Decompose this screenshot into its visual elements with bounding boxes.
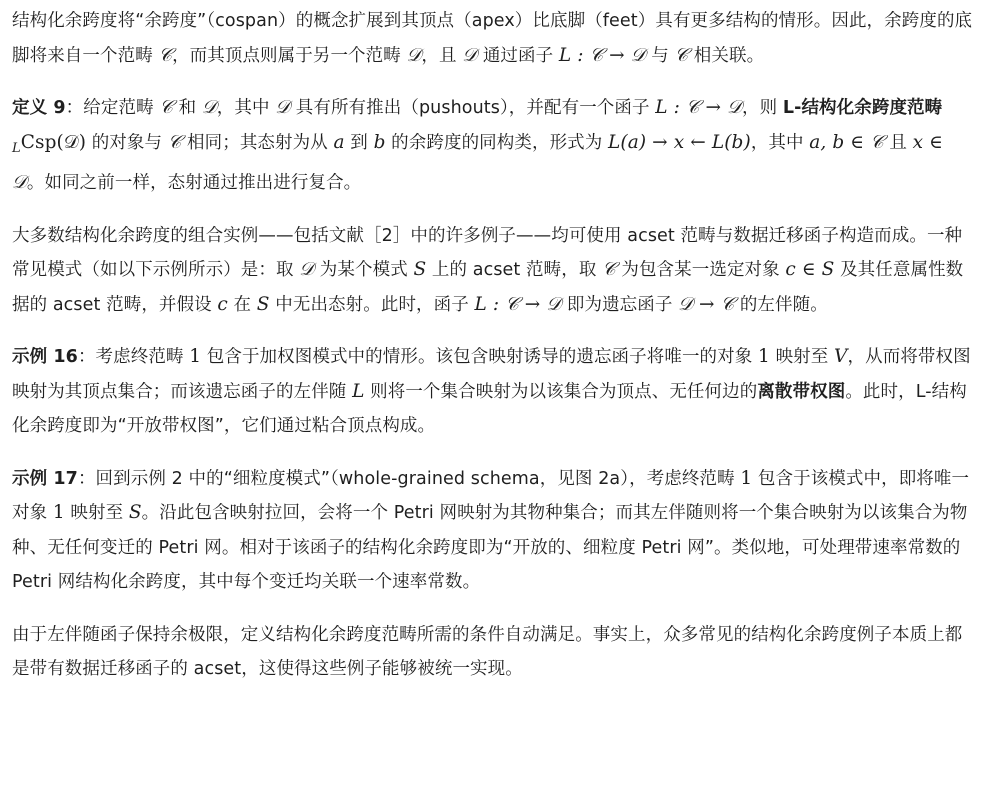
text: ，从而将带权图映射为其顶点集合；而该遗忘函子的左伴随 bbox=[12, 347, 971, 402]
text: 到 bbox=[344, 132, 374, 153]
text: ，且 bbox=[421, 45, 463, 66]
math-S: S bbox=[413, 259, 427, 280]
text: 。如同之前一样，态射通过推出进行复合。 bbox=[26, 173, 362, 193]
text: 则将一个集合映射为以该集合为顶点、无任何边的 bbox=[364, 381, 758, 402]
math-one: 1 bbox=[758, 346, 770, 367]
math-functor: L : 𝒞 → 𝒟 bbox=[655, 97, 742, 118]
math-csp: Csp(𝒟) bbox=[20, 131, 87, 153]
math-D: 𝒟 bbox=[462, 44, 478, 66]
math-S: S bbox=[256, 293, 270, 315]
text: ，而其顶点则属于另一个范畴 bbox=[172, 45, 407, 66]
text: 的对象与 bbox=[86, 132, 168, 153]
bold-term: L-结构化余跨度范畴 bbox=[782, 98, 943, 118]
text: 由于左伴随函子保持余极限，定义结构化余跨度范畴所需的条件自动满足。事实上，众多常见的结构化余跨度例子本质上都是带有数据迁移函子的 acset，这使得这些例子能够被统一实现。 bbox=[12, 624, 963, 679]
text: 通过函子 bbox=[477, 45, 559, 66]
text: ：给定范畴 bbox=[65, 98, 160, 118]
text: ：回到示例 2 中的“细粒度模式”（whole-grained schema，见图 2a），考虑终范畴 bbox=[77, 468, 741, 489]
text: 大多数结构化余跨度的组合实例——包括文献［2］中的许多例子——均可使用 acset 范畴与数据迁移函子构造而成。一种常见模式（如以下示例所示）是：取 bbox=[12, 225, 963, 280]
paragraph-definition-9 bbox=[12, 91, 978, 201]
text: 具有所有推出（pushouts），并配有一个函子 bbox=[290, 98, 656, 118]
text: ，其中 bbox=[216, 98, 276, 118]
math-one: 1 bbox=[52, 502, 65, 523]
text: 映射至 bbox=[769, 347, 835, 367]
math-one: 1 bbox=[189, 346, 202, 367]
math-a: a bbox=[333, 131, 345, 153]
math-C: 𝒞 bbox=[159, 97, 173, 118]
text: 和 bbox=[172, 98, 202, 118]
math-L: L bbox=[352, 380, 365, 402]
text: ，其中 bbox=[750, 132, 810, 153]
paragraph-acset-pattern bbox=[12, 219, 978, 323]
text: 与 bbox=[645, 45, 675, 66]
math-D: 𝒟 bbox=[299, 259, 315, 280]
text: 结构化余跨度将“余跨度”（cospan）的概念扩展到其顶点（apex）比底脚（feet）具有更多结构的情形。因此，余跨度的底脚将来自一个范畴 bbox=[12, 11, 973, 66]
text: 相同；其态射为从 bbox=[181, 132, 334, 153]
math-x-in-D: x ∈ 𝒟 bbox=[12, 131, 943, 193]
text: 包含于加权图模式中的情形。该包含映射诱导的遗忘函子将唯一的对象 bbox=[201, 347, 759, 367]
math-C: 𝒞 bbox=[167, 131, 182, 153]
math-C: 𝒞 bbox=[602, 259, 616, 280]
math-functor: L : 𝒞 → 𝒟 bbox=[474, 293, 562, 315]
text: 上的 acset 范畴，取 bbox=[426, 260, 603, 280]
text: 映射至 bbox=[64, 503, 129, 523]
text: 的余跨度的同构类，形式为 bbox=[385, 132, 609, 153]
math-D: 𝒟 bbox=[275, 97, 291, 118]
text: 。此时，L-结构化余跨度即为“开放带权图”，它们通过粘合顶点构成。 bbox=[12, 381, 967, 436]
text: 即为遗忘函子 bbox=[561, 294, 679, 315]
math-functor: L : 𝒞 → 𝒟 bbox=[558, 44, 646, 66]
text: ，则 bbox=[741, 98, 783, 118]
text: 。沿此包含映射拉回，会将一个 Petri 网映射为其物种集合；而其左伴随则将一个集合映射为以该集合为物种、无任何变迁的 Petri 网。相对于该函子的结构化余跨度即为“开放的、细粒度 Petri 网”。类似地，可处理带速率常数的 Petri 网结构化余跨度，其中每个变迁均关联一个速率常数。 bbox=[12, 503, 968, 592]
paragraph-intro bbox=[12, 4, 978, 73]
paragraph-example-17 bbox=[12, 462, 978, 600]
math-cospan-form: L(a) → x ← L(b) bbox=[608, 131, 751, 153]
text: 且 bbox=[883, 132, 913, 153]
text: 相关联。 bbox=[688, 45, 765, 66]
math-D: 𝒟 bbox=[201, 97, 217, 118]
text: 在 bbox=[227, 294, 257, 315]
math-b: b bbox=[373, 131, 386, 153]
math-c: c bbox=[217, 293, 228, 315]
math-D: 𝒟 bbox=[406, 44, 422, 66]
text: 及其任意属性数据的 acset 范畴，并假设 bbox=[12, 260, 964, 315]
text: 为包含某一选定对象 bbox=[615, 260, 786, 280]
example-label: 示例 17 bbox=[12, 468, 78, 489]
math-csp-subscript: L bbox=[12, 140, 21, 156]
math-c-in-S: c ∈ S bbox=[785, 259, 835, 280]
text: 中无出态射。此时，函子 bbox=[269, 294, 475, 315]
text: 包含于该模式中，即将唯一对象 bbox=[12, 468, 970, 523]
definition-label: 定义 9 bbox=[12, 98, 66, 118]
math-S: S bbox=[128, 502, 142, 523]
text: ：考虑终范畴 bbox=[77, 347, 190, 367]
math-V: V bbox=[834, 346, 848, 367]
math-C: 𝒞 bbox=[158, 44, 173, 66]
paragraph-conclusion bbox=[12, 618, 978, 687]
example-label: 示例 16 bbox=[12, 347, 78, 367]
math-forgetful: 𝒟 → 𝒞 bbox=[678, 293, 735, 315]
text: 的左伴随。 bbox=[734, 294, 828, 315]
text: 为某个模式 bbox=[314, 260, 414, 280]
math-C: 𝒞 bbox=[674, 44, 689, 66]
math-one: 1 bbox=[740, 467, 753, 489]
paragraph-example-16 bbox=[12, 340, 978, 444]
bold-term: 离散带权图 bbox=[757, 381, 846, 402]
math-ab-in-C: a, b ∈ 𝒞 bbox=[809, 131, 884, 153]
